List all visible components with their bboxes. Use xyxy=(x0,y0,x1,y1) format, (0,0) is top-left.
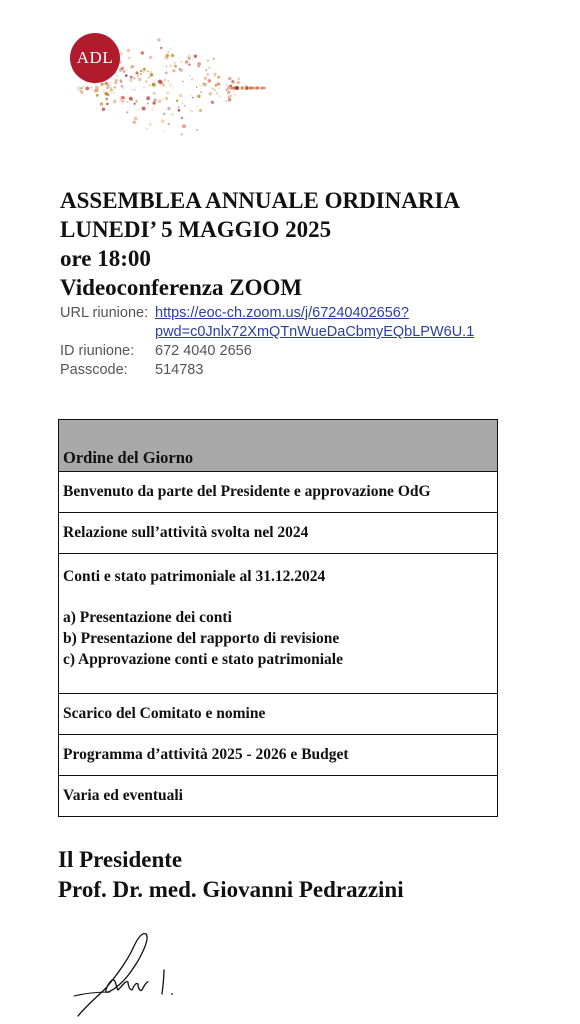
agenda-item-discharge: Scarico del Comitato e nomine xyxy=(59,694,498,735)
logo-dot xyxy=(206,73,209,76)
logo-dot xyxy=(167,107,170,110)
logo-dot xyxy=(174,61,176,63)
agenda-item-welcome: Benvenuto da parte del Presidente e approvazione OdG xyxy=(59,472,498,513)
logo-dot xyxy=(212,88,213,89)
logo-dot xyxy=(202,82,204,84)
logo-dot xyxy=(177,106,180,109)
logo-dot xyxy=(226,100,228,102)
accounts-subitems xyxy=(63,607,493,670)
logo-dot xyxy=(148,76,150,78)
logo-dot xyxy=(256,87,259,90)
logo-dot xyxy=(137,75,138,76)
logo-dot xyxy=(196,129,198,131)
logo-dot xyxy=(228,98,231,101)
logo-dot xyxy=(119,98,122,101)
agenda-item-report: Relazione sull’attività svolta nel 2024 xyxy=(59,513,498,554)
logo-dot xyxy=(185,60,189,64)
logo-dot xyxy=(179,68,181,70)
logo-dot xyxy=(227,91,230,94)
logo-dot xyxy=(208,67,210,69)
logo-dot xyxy=(160,47,162,49)
logo-dot xyxy=(167,80,169,82)
logo-dot xyxy=(251,87,253,89)
logo-dot xyxy=(81,87,83,89)
logo-dot xyxy=(104,92,107,95)
logo-dot xyxy=(130,66,133,69)
logo-dot xyxy=(189,75,190,76)
heading-venue: Videoconferenza ZOOM xyxy=(60,275,303,300)
logo-dot xyxy=(109,84,111,86)
logo-dot xyxy=(143,71,145,73)
logo-dot xyxy=(217,75,220,78)
logo-dot xyxy=(214,75,216,77)
logo-dot xyxy=(198,65,200,67)
logo-dot xyxy=(165,71,168,74)
logo-dot xyxy=(254,87,256,89)
logo-dot xyxy=(138,109,139,110)
logo-dot xyxy=(115,79,118,82)
logo-dot xyxy=(192,58,193,59)
logo-dot xyxy=(140,70,142,72)
logo-dot xyxy=(121,85,124,88)
logo-dot xyxy=(129,78,132,81)
logo-dot xyxy=(110,86,113,89)
logo-dot xyxy=(263,87,266,90)
passcode-label: Passcode: xyxy=(60,362,128,378)
logo-dot xyxy=(162,99,164,101)
agenda-table xyxy=(58,419,498,817)
logo-dot xyxy=(191,95,193,97)
logo-badge xyxy=(70,33,120,83)
logo-dot xyxy=(196,106,199,109)
logo-dot xyxy=(188,57,191,60)
accounts-sub-b: b) Presentazione del rapporto di revisione xyxy=(63,630,340,647)
logo-dot xyxy=(192,97,194,99)
logo-dot xyxy=(164,79,166,81)
logo-dot xyxy=(120,80,123,83)
logo-dot xyxy=(121,67,125,71)
logo-dot xyxy=(191,78,193,80)
logo-dot xyxy=(132,89,134,91)
logo-text: ADL xyxy=(76,48,114,67)
logo-dot xyxy=(113,100,117,104)
logo-dot xyxy=(172,69,175,72)
logo-dot xyxy=(150,73,153,76)
logo-dot xyxy=(180,133,183,136)
logo-dot xyxy=(260,87,262,89)
logo-dot xyxy=(184,105,186,107)
logo-dot xyxy=(151,108,154,111)
logo-dot xyxy=(95,86,98,89)
logo-dot xyxy=(163,130,164,131)
logo-dot xyxy=(117,75,118,76)
heading-date: LUNEDI’ 5 MAGGIO 2025 xyxy=(60,217,332,242)
passcode-row xyxy=(60,361,474,380)
logo-dot xyxy=(181,117,184,120)
logo-dot xyxy=(110,92,112,94)
logo-dot xyxy=(110,88,113,91)
logo-dot xyxy=(194,54,197,57)
logo-dot xyxy=(167,51,169,53)
agenda-row xyxy=(59,776,498,817)
logo-dot xyxy=(228,96,230,98)
agenda-row xyxy=(59,513,498,554)
logo-dot xyxy=(113,92,115,94)
logo-dot xyxy=(219,88,221,90)
logo-dot xyxy=(176,100,178,102)
logo-dot xyxy=(147,103,149,105)
logo-dot xyxy=(146,96,150,100)
logo-dot xyxy=(180,61,182,63)
logo-dot xyxy=(159,81,163,85)
logo-dot xyxy=(142,107,146,111)
agenda-row xyxy=(59,735,498,776)
logo-dot xyxy=(77,86,81,90)
agenda-item-program: Programma d’attività 2025 - 2026 e Budget xyxy=(59,735,498,776)
logo-dot xyxy=(172,86,174,88)
logo-dot xyxy=(245,85,246,86)
logo-dot xyxy=(207,60,209,62)
logo-dot xyxy=(169,48,171,50)
logo-dot xyxy=(161,119,165,123)
logo-dot xyxy=(204,76,208,80)
logo-dot xyxy=(234,93,237,96)
logo-dot xyxy=(169,83,172,86)
logo-dot xyxy=(83,86,84,87)
president-name: Prof. Dr. med. Giovanni Pedrazzini xyxy=(58,877,404,902)
logo-dot xyxy=(149,123,152,126)
logo-dot xyxy=(127,49,130,52)
logo-dot xyxy=(226,89,227,90)
heading-time: ore 18:00 xyxy=(60,246,151,271)
logo-dot xyxy=(217,82,220,85)
logo-dot xyxy=(171,54,175,58)
logo-dot xyxy=(133,121,136,124)
logo xyxy=(60,18,270,158)
logo-dot xyxy=(179,94,183,98)
logo-dot xyxy=(208,79,212,83)
meeting-heading xyxy=(60,186,460,302)
logo-dot xyxy=(153,92,156,95)
logo-dot xyxy=(100,102,103,105)
logo-dot xyxy=(166,91,169,94)
logo-dot xyxy=(102,108,106,112)
logo-dot xyxy=(136,72,138,74)
logo-dot xyxy=(108,82,109,83)
logo-dot xyxy=(166,66,167,67)
logo-dot xyxy=(81,92,83,94)
logo-dot xyxy=(123,71,125,73)
url-line-2: pwd=c0Jnlx72XmQTnWueDaCbmyEQbLPW6U.1 xyxy=(155,324,475,340)
logo-dot xyxy=(206,83,207,84)
passcode-value: 514783 xyxy=(155,362,204,378)
logo-dot xyxy=(164,55,165,56)
agenda-header: Ordine del Giorno xyxy=(59,420,498,472)
logo-dot xyxy=(105,82,108,85)
agenda-row xyxy=(59,472,498,513)
logo-dot xyxy=(171,113,173,115)
logo-dot xyxy=(245,87,246,88)
logo-dot xyxy=(174,65,177,68)
logo-dot xyxy=(138,78,142,82)
agenda-header-row xyxy=(59,420,498,472)
logo-dot xyxy=(126,69,128,71)
logo-dot xyxy=(163,113,166,116)
logo-dot xyxy=(90,87,91,88)
logo-dot xyxy=(105,97,108,100)
logo-dot xyxy=(149,84,151,86)
logo-dot xyxy=(228,77,231,80)
logo-dot xyxy=(96,94,99,97)
logo-dot xyxy=(125,74,128,77)
logo-dot xyxy=(168,123,170,125)
id-label: ID riunione: xyxy=(60,343,135,359)
logo-dot xyxy=(237,81,240,84)
logo-dot xyxy=(147,71,149,73)
logo-dot xyxy=(134,103,136,105)
logo-dot xyxy=(228,85,230,87)
logo-dot xyxy=(190,109,193,112)
logo-dot xyxy=(213,88,216,91)
logo-dot xyxy=(201,85,202,86)
logo-dot xyxy=(232,86,235,89)
logo-dot xyxy=(143,86,145,88)
logo-dot xyxy=(143,68,146,71)
logo-dot xyxy=(106,103,109,106)
accounts-title: Conti e stato patrimoniale al 31.12.2024 xyxy=(63,568,326,585)
logo-dot xyxy=(130,76,133,79)
logo-dot xyxy=(178,109,181,112)
logo-dot xyxy=(135,100,138,103)
logo-dot xyxy=(171,65,173,67)
logo-dot xyxy=(205,69,207,71)
logo-dot xyxy=(226,84,228,86)
signature-block xyxy=(58,845,404,905)
logo-dot xyxy=(110,81,112,83)
logo-dot xyxy=(163,84,165,86)
logo-dot xyxy=(231,80,234,83)
logo-dot xyxy=(166,54,169,57)
logo-dot xyxy=(153,99,156,102)
meeting-url-row xyxy=(60,304,474,342)
logo-dot xyxy=(182,124,186,128)
logo-dot xyxy=(126,111,128,113)
logo-dot xyxy=(196,87,197,88)
logo-dot xyxy=(174,63,175,64)
logo-dot xyxy=(213,58,215,60)
logo-dot xyxy=(158,99,162,103)
logo-dot xyxy=(188,63,191,66)
president-role: Il Presidente xyxy=(58,847,183,872)
logo-dot xyxy=(140,73,142,75)
agenda-row xyxy=(59,694,498,735)
logo-dot xyxy=(247,87,249,89)
logo-dot xyxy=(199,109,202,112)
accounts-sub-c: c) Approvazione conti e stato patrimoniale xyxy=(63,651,343,668)
logo-dot xyxy=(146,128,147,129)
logo-dot xyxy=(122,103,124,105)
agenda-item-misc: Varia ed eventuali xyxy=(59,776,498,817)
meeting-url-link[interactable] xyxy=(155,304,474,342)
logo-dot xyxy=(216,92,217,93)
accounts-sub-a: a) Presentazione dei conti xyxy=(63,609,232,626)
logo-dot xyxy=(126,101,128,103)
agenda-row xyxy=(59,554,498,694)
logo-dot xyxy=(153,102,156,105)
handwritten-signature xyxy=(72,930,182,1020)
id-value: 672 4040 2656 xyxy=(155,343,252,359)
logo-dot xyxy=(241,86,244,89)
logo-dot xyxy=(165,97,167,99)
logo-dot xyxy=(155,85,157,87)
logo-dot xyxy=(113,77,115,79)
logo-dot xyxy=(100,83,103,86)
logo-dot xyxy=(209,92,212,95)
logo-dot xyxy=(128,57,131,60)
logo-dot xyxy=(133,77,135,79)
logo-dot xyxy=(182,102,183,103)
logo-dot xyxy=(182,81,184,83)
logo-dot xyxy=(145,80,147,82)
logo-dot xyxy=(123,97,126,100)
logo-dot xyxy=(85,87,89,91)
logo-dot xyxy=(129,97,133,101)
logo-dot xyxy=(237,78,239,80)
logo-dot xyxy=(134,89,136,91)
heading-title: ASSEMBLEA ANNUALE ORDINARIA xyxy=(60,188,461,213)
logo-dot xyxy=(211,101,214,104)
logo-dot xyxy=(141,51,145,55)
logo-dot xyxy=(233,90,234,91)
meeting-id-row xyxy=(60,342,474,361)
url-line-1: https://eoc-ch.zoom.us/j/67240402656? xyxy=(155,305,409,321)
meeting-details xyxy=(60,304,474,380)
agenda-item-accounts xyxy=(59,554,498,694)
url-label: URL riunione: xyxy=(60,305,149,321)
logo-dot xyxy=(157,38,160,41)
logo-dot xyxy=(200,91,202,93)
logo-dot xyxy=(215,84,217,86)
logo-dot xyxy=(114,86,116,88)
logo-dot xyxy=(218,95,220,97)
logo-dot xyxy=(102,89,105,92)
logo-dot xyxy=(134,117,138,121)
logo-dot xyxy=(114,81,117,84)
logo-dot xyxy=(197,94,201,98)
logo-dot xyxy=(149,56,153,60)
